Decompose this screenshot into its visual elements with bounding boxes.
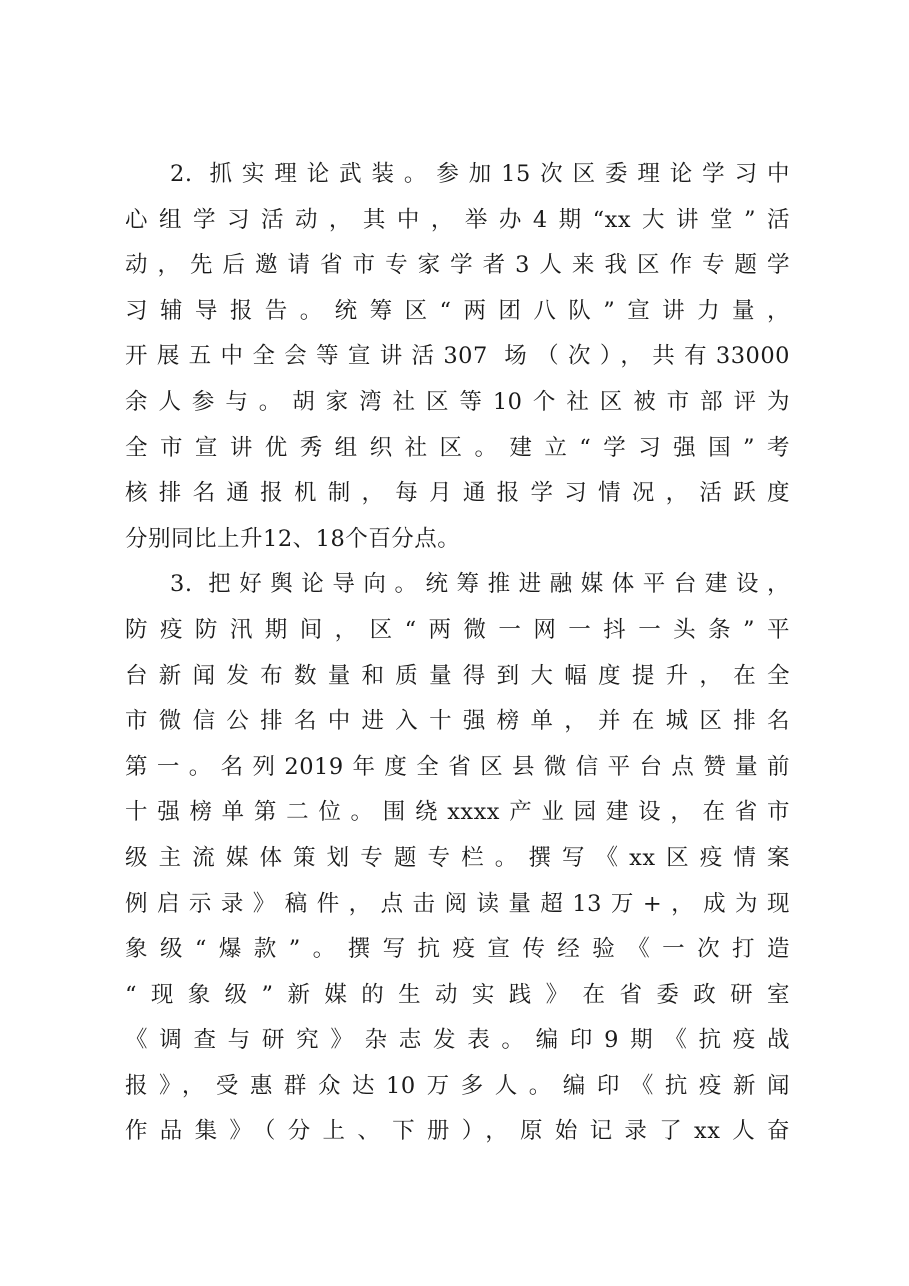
- paragraph-line: 开展五中全会等宣讲活307 场（次），共有33000: [125, 343, 790, 370]
- paragraph-line: 分别同比上升12、18个百分点。: [125, 525, 461, 552]
- paragraph-line: “现象级”新媒的生动实践》在省委政研室: [125, 981, 790, 1008]
- paragraph-line: 级主流媒体策划专题专栏。撰写《xx区疫情案: [125, 844, 790, 871]
- paragraph-line: 台新闻发布数量和质量得到大幅度提升，在全: [125, 662, 790, 689]
- document-body: [125, 152, 790, 1155]
- paragraph-line: 防疫防汛期间，区“两微一网一抖一头条”平: [125, 616, 790, 643]
- paragraph-line: 第一。名列2019年度全省区县微信平台点赞量前: [125, 753, 790, 780]
- paragraph-line: 3. 把好舆论导向。统筹推进融媒体平台建设，: [170, 571, 790, 598]
- paragraph-line: 动，先后邀请省市专家学者3人来我区作专题学: [125, 252, 790, 279]
- paragraph-line: 2. 抓实理论武装。参加15次区委理论学习中: [170, 161, 790, 187]
- paragraph-line: 象级“爆款”。撰写抗疫宣传经验《一次打造: [125, 936, 790, 963]
- paragraph-line: 作品集》（分上、下册），原始记录了xx人奋: [125, 1118, 790, 1145]
- paragraph-line: 核排名通报机制，每月通报学习情况，活跃度: [125, 480, 790, 507]
- paragraph-public-opinion: [125, 562, 790, 1155]
- paragraph-line: 例启示录》稿件，点击阅读量超13万+，成为现: [125, 890, 790, 917]
- paragraph-line: 全市宣讲优秀组织社区。建立“学习强国”考: [125, 434, 790, 461]
- paragraph-line: 习辅导报告。统筹区“两团八队”宣讲力量，: [125, 297, 790, 324]
- paragraph-line: 十强榜单第二位。围绕xxxx产业园建设，在省市: [125, 799, 790, 826]
- paragraph-line: 余人参与。胡家湾社区等10个社区被市部评为: [125, 388, 790, 415]
- paragraph-line: 报》，受惠群众达10万多人。编印《抗疫新闻: [125, 1072, 790, 1099]
- paragraph-line: 心组学习活动，其中，举办4期“xx大讲堂”活: [125, 206, 790, 233]
- paragraph-theory-study: [125, 152, 790, 562]
- paragraph-line: 《调查与研究》杂志发表。编印9期《抗疫战: [125, 1027, 790, 1054]
- paragraph-line: 市微信公排名中进入十强榜单，并在城区排名: [125, 708, 790, 735]
